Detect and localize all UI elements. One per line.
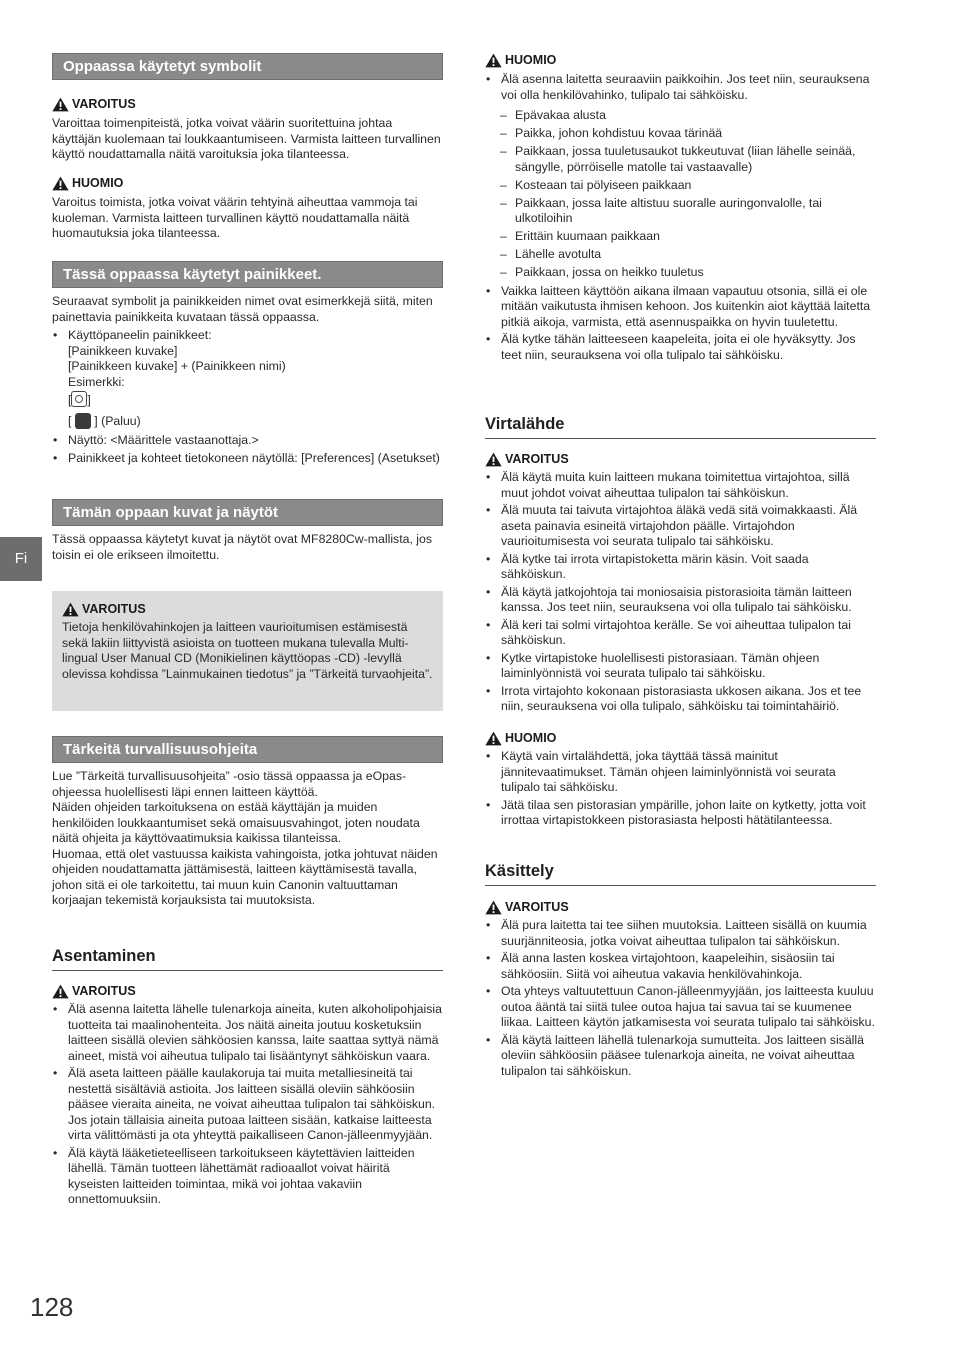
buttons-section-body xyxy=(52,294,443,468)
handling-warning-block xyxy=(485,899,876,1081)
warning-icon xyxy=(52,176,69,191)
dash-item: – Paikkaan, jossa laite altistuu suoralle auringonvalolle, tai ulkotiloihin xyxy=(485,196,876,227)
list-item-text: Jos jotain tällaisia aineita putoaa laitteen sisään, katkaise laitteesta virta välittömästi ja ota yhteyttä paikalliseen Canon-jälleenmyyjään. xyxy=(68,1112,433,1142)
list-item-text: • Käyttöpaneelin painikkeet: xyxy=(68,328,212,342)
section-heading-buttons: Tässä oppaassa käytetyt painikkeet. xyxy=(52,261,443,288)
dash-item: – Paikkaan, jossa tuuletusaukot tukkeutuvat (liian lähelle seinää, sängylle, pörröiselle matolle tai vastaavalle) xyxy=(485,144,876,175)
caution-label-text: HUOMIO xyxy=(72,176,124,190)
list-item: • Älä pura laitetta tai tee siihen muutoksia. Laitteen sisällä on kuumia suurjänniteosia, jotka voivat aiheuttaa tulipalon tai sähköiskun. xyxy=(485,918,876,949)
safety-paragraph: Huomaa, että olet vastuussa kaikista vahingoista, jotka johtuvat näiden ohjeiden noudattamatta jättämisestä, laitteen käyttämisestä tavalla, johon sitä ei ole tarkoitettu, tai muun kuin Canonin valtuuttaman korjaajan tekemistä korjauksista tai muutoksista. xyxy=(52,846,438,907)
caution-block xyxy=(52,175,443,242)
warning-label xyxy=(52,96,443,112)
list-item: • Painikkeet ja kohteet tietokoneen näytöllä: [Preferences] (Asetukset) xyxy=(52,451,443,467)
list-item: • Vaikka laitteen käyttöön aikana ilmaan vapautuu otsonia, sillä ei ole mitään vaikutusta ihmisen kehoon. Jos kuitenkin aiot käyttää laitetta pitkiä aikoja, varmista, että asennuspaikka on hyvin tuuletettu. xyxy=(485,284,876,331)
list-item: • Älä kytke tähän laitteeseen kaapeleita, joita ei ole hyväksytty. Jos teet niin, seurauksena voi olla tulipalo tai sähköisku. xyxy=(485,332,876,363)
list-item xyxy=(52,1066,443,1144)
bracket: ] xyxy=(87,393,91,407)
section-heading-symbols: Oppaassa käytetyt symbolit xyxy=(52,53,443,80)
warning-label-text: VAROITUS xyxy=(72,97,136,111)
list-item xyxy=(52,328,443,429)
caution-text: Varoitus toimista, jotka voivat väärin tehtyinä aiheuttaa vammoja tai kuoleman. Varmista laitteen turvallinen käyttö noudattamalla näitä huomautuksia joka tilanteessa. xyxy=(52,195,418,240)
legal-warning-text: Tietoja henkilövahinkojen ja laitteen vaurioitumisen estämisestä sekä lakiin liittyvistä asioista on tuotteen mukana tulevalla Multi-lingual User Manual CD (Monikielinen käyttöopas -CD) -levyllä olevissa kohdissa ”Lainmukainen tiedotus” ja ”Tärkeitä turvaohjeita”. xyxy=(62,620,433,681)
list-item: • Älä käytä lääketieteelliseen tarkoitukseen käytettävien laitteiden lähellä. Tämän tuotteen lähettämät radioaallot voivat häiritä kyseisten laitteiden toimintaa, mikä voi johtaa vakaviin onnettomuuksiin. xyxy=(52,1146,443,1208)
section-heading-installation: Asentaminen xyxy=(52,946,443,971)
warning-label-text: VAROITUS xyxy=(82,602,146,616)
list-item: • Älä asenna laitetta seuraaviin paikkoihin. Jos teet niin, seurauksena voi olla henkilövahinko, tulipalo tai sähköisku. xyxy=(485,72,876,103)
page-number: 128 xyxy=(30,1292,74,1322)
caution-label-text: HUOMIO xyxy=(505,53,557,67)
example-key-line xyxy=(68,391,443,409)
list-item: • Käytä vain virtalähdettä, joka täyttää tässä mainitut jännitevaatimukset. Tämän ohjeen laiminlyönnistä voi seurata tulipalo tai sähköisku. xyxy=(485,749,876,796)
safety-paragraph: Näiden ohjeiden tarkoituksena on estää käyttäjän ja muiden henkilöiden loukkaantumiset sekä omaisuusvahingot, joten noudata näitä ohjeita ja käyttövaatimuksia kaikissa tilanteissa. xyxy=(52,800,420,845)
warning-icon xyxy=(485,900,502,915)
list-item: • Älä muuta tai taivuta virtajohtoa äläkä vedä sitä voimakkaasti. Älä aseta painavia esineitä virtajohdon päälle. Virtajohdon vaurioitumisesta voi seurata tulipalo tai sähköisku. xyxy=(485,503,876,550)
warning-icon xyxy=(485,53,502,68)
bracket: [ xyxy=(68,413,72,428)
caution-label xyxy=(52,175,443,191)
warning-label-text: VAROITUS xyxy=(505,452,569,466)
section-heading-safety: Tärkeitä turvallisuusohjeita xyxy=(52,736,443,763)
settings-key-icon xyxy=(71,391,87,407)
installation-caution-block xyxy=(485,52,876,365)
warning-label xyxy=(485,899,876,915)
dash-item: – Epävakaa alusta xyxy=(485,108,876,124)
list-item: • Älä asenna laitetta lähelle tulenarkoja aineita, kuten alkoholipohjaisia tuotteita tai maalinohenteita. Jos näitä aineita joutuu kosketuksiin laitteen sisällä olevien sähköosien kanssa, laite saattaa syttyä nämä aineet, mistä voi aiheutua tulipalo tai lisääntynyt sähköiskun vaara. xyxy=(52,1002,443,1064)
safety-paragraph: Lue ”Tärkeitä turvallisuusohjeita” -osio tässä oppaassa ja eOpas-ohjeessa huolellisesti läpi ennen laitteen käyttöä. xyxy=(52,769,407,799)
section-heading-images: Tämän oppaan kuvat ja näytöt xyxy=(52,499,443,526)
back-key-icon xyxy=(75,413,91,429)
warning-icon xyxy=(52,984,69,999)
list-item-text: [Painikkeen kuvake] + (Painikkeen nimi) xyxy=(68,359,286,373)
list-item: • Älä käytä jatkojohtoja tai moniosaisia pistorasioita tämän laitteen kanssa. Jos teet niin, seurauksena voi olla tulipalo tai sähköisku. xyxy=(485,585,876,616)
caution-label xyxy=(485,52,876,68)
buttons-intro: Seuraavat symbolit ja painikkeiden nimet ovat esimerkkejä siitä, miten painettavia painikkeita kuvataan tässä oppaassa. xyxy=(52,294,433,324)
list-item: • Irrota virtajohto kokonaan pistorasiasta ukkosen aikana. Jos et tee niin, seurauksena voi olla tulipalo, sähköisku tai toimintahäiriö. xyxy=(485,684,876,715)
warning-icon xyxy=(52,97,69,112)
dash-item: – Kosteaan tai pölyiseen paikkaan xyxy=(485,178,876,194)
section-heading-handling: Käsittely xyxy=(485,861,876,886)
list-item-text: [Painikkeen kuvake] xyxy=(68,343,178,358)
list-item: • Älä käytä muita kuin laitteen mukana toimitettua virtajohtoa, sillä muut johdot voivat aiheuttaa tulipalon tai sähköiskun. xyxy=(485,470,876,501)
section-heading-power: Virtalähde xyxy=(485,414,876,439)
warning-text: Varoittaa toimenpiteistä, jotka voivat väärin suoritettuina johtaa käyttäjän kuolemaan tai loukkaantumiseen. Varmista laitteen turvallinen käyttö noudattamalla näitä varoituksia joka tilanteessa. xyxy=(52,116,441,161)
warning-icon xyxy=(62,602,79,617)
warning-icon xyxy=(485,731,502,746)
list-item-text: Esimerkki: xyxy=(68,374,125,389)
warning-label xyxy=(485,451,876,467)
dash-item: – Lähelle avotulta xyxy=(485,247,876,263)
bracket: [ xyxy=(68,393,72,407)
warning-icon xyxy=(485,452,502,467)
safety-section-body xyxy=(52,769,443,909)
back-key-label: ] (Paluu) xyxy=(94,413,141,428)
installation-warning-block xyxy=(52,983,443,1210)
warning-label-text: VAROITUS xyxy=(505,900,569,914)
dash-item: – Paikkaan, jossa on heikko tuuletus xyxy=(485,265,876,281)
dash-item: – Paikka, johon kohdistuu kovaa tärinää xyxy=(485,126,876,142)
dash-item: – Erittäin kuumaan paikkaan xyxy=(485,229,876,245)
caution-label xyxy=(485,730,876,746)
warning-label xyxy=(62,601,433,617)
list-item: • Älä keri tai solmi virtajohtoa kerälle. Se voi aiheuttaa tulipalon tai sähköiskun. xyxy=(485,618,876,649)
power-warning-block xyxy=(485,451,876,717)
example-key-line xyxy=(68,413,443,430)
list-item: • Älä kytke tai irrota virtapistoketta märin käsin. Voit saada sähköiskun. xyxy=(485,552,876,583)
warning-label-text: VAROITUS xyxy=(72,984,136,998)
list-item: • Näyttö: <Määrittele vastaanottaja.> xyxy=(52,433,443,449)
warning-label xyxy=(52,983,443,999)
list-item: • Jätä tilaa sen pistorasian ympärille, johon laite on kytketty, jotta voit irrottaa virtapistokkeen pistorasiasta helposti hätätilanteessa. xyxy=(485,798,876,829)
language-tab: Fi xyxy=(0,537,42,581)
list-item: • Älä anna lasten koskea virtajohtoon, kaapeleihin, sisäosiin tai sähköosiin. Siitä voi aiheutua vakavia henkilövahinkoja. xyxy=(485,951,876,982)
images-text: Tässä oppaassa käytetyt kuvat ja näytöt ovat MF8280Cw-mallista, jos toisin ei ole erikseen ilmoitettu. xyxy=(52,532,433,562)
caution-label-text: HUOMIO xyxy=(505,731,557,745)
list-item-text: • Älä aseta laitteen päälle kaulakoruja tai muita metalliesineitä tai nestettä sisältäviä astioita. Jos laitteen sisällä oleviin sähköosiin pääsee vieraita aineita, ne voivat aiheuttaa tulipalon tai sähköiskun. xyxy=(68,1066,436,1111)
legal-warning-box xyxy=(52,591,443,711)
list-item: • Älä käytä laitteen lähellä tulenarkoja sumutteita. Jos laitteen sisällä oleviin sähköosiin pääsee tulenarkoja aineita, ne voivat aiheuttaa tulipalon tai sähköiskun. xyxy=(485,1033,876,1080)
list-item: • Ota yhteys valtuutettuun Canon-jälleenmyyjään, jos laitteesta kuuluu outoa ääntä tai siitä tulee outoa hajua tai savua tai se kuumenee liikaa. Laitteen käytön jatkamisesta voi seurata tulipalo tai sähköisku. xyxy=(485,984,876,1031)
list-item: • Kytke virtapistoke huolellisesti pistorasiaan. Tämän ohjeen laiminlyönnistä voi seurata tulipalo tai sähköisku. xyxy=(485,651,876,682)
warning-block xyxy=(52,96,443,163)
power-caution-block xyxy=(485,730,876,831)
